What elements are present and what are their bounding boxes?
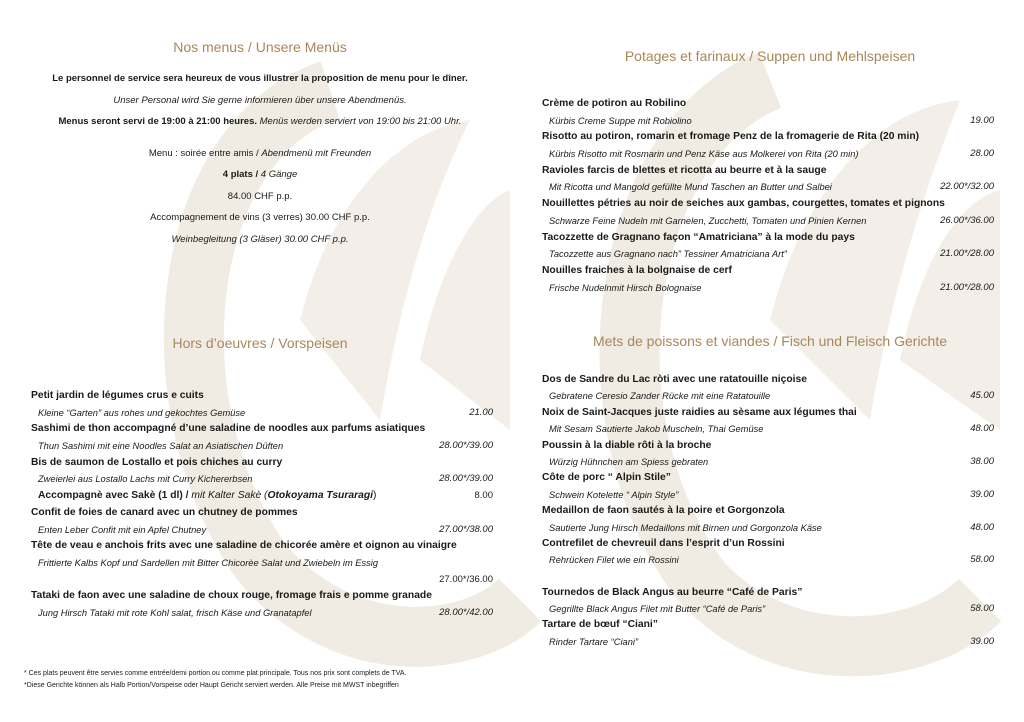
menu-item [542,503,994,536]
dish-name: Côte de porc “ Alpin Stile” [542,472,671,484]
menu-item [542,263,994,296]
dish-name: Tête de veau e anchois frits avec une saladine de chicorée amère et oignon au vinaigre [31,540,457,552]
dish-description: Frische Nudelnmit Hirsch Bolognaise 21.00*/28.00 [542,280,994,297]
menu-item [542,617,994,650]
dish-description: Würzig Hühnchen am Spiess gebraten 38.00 [542,454,994,470]
dish-name: Nouilles fraiches à la bolgnaise de cerf [542,264,732,276]
dish-price: 39.00 [970,488,994,500]
dish-price: 27.00*/36.00 [439,573,493,585]
menu-name-de: Abendmenü mit Freunden [261,147,372,159]
pairing-fr: Accompagnè avec Sakè (1 dl) / [38,490,192,502]
menu-item [31,505,493,538]
section-gap [542,569,994,585]
dish-price: 28.00*/42.00 [439,606,493,618]
dish-description: Zweierlei aus Lostallo Lachs mit Curry Kichererbsen 28.00*/39.00 [31,471,493,488]
courses-de: 4 Gänge [260,169,298,180]
menu-item [31,538,493,588]
menu-name [20,143,500,165]
dish-price: 21.00*/28.00 [940,281,994,293]
dish-name: Tartare de bœuf “Ciani” [542,619,658,631]
menu-price: 84.00 CHF p.p. [227,190,293,202]
menu-item [542,372,994,405]
intro-de: Unser Personal wird Sie gerne informieren über unsere Abendmenüs. [113,94,407,106]
menu-item [542,96,994,129]
menus-intro [20,68,500,250]
dish-price: 38.00 [970,455,994,467]
courses [20,164,500,186]
courses-fr: 4 plats / [222,169,259,180]
hours [20,111,500,133]
dish-name: Noix de Saint-Jacques juste raidies au sèsame aux légumes thai [542,406,857,418]
dish-description: Rinder Tartare “Ciani” 39.00 [542,634,994,650]
pairing-close: ) [372,490,377,502]
mains-heading: Mets de poissons et viandes / Fisch und Fleisch Gerichte [592,333,948,349]
dish-name: Petit jardin de légumes crus e cuits [31,390,204,401]
dish-description: Jung Hirsch Tataki mit rote Kohl salat, frisch Käse und Granatapfel 28.00*/42.00 [31,605,493,622]
dish-description: Gebratene Ceresio Zander Rücke mit eine Ratatouille 45.00 [542,388,994,404]
menu-item [31,588,493,621]
dish-name: Ravioles farcis de blettes et ricotta au beurre et à la sauge [542,164,827,176]
wine-fr: Accompagnement de vins (3 verres) 30.00 CHF p.p. [150,212,370,223]
menus-heading: Nos menus / Unsere Menüs [173,39,347,55]
dish-name: Confit de foies de canard avec un chutney de pommes [31,506,298,518]
menu-item [542,438,994,471]
dish-name: Crème de potiron au Robilino [542,98,687,109]
dish-name: Bis de saumon de Lostallo et pois chiches au curry [31,456,283,468]
dish-description: Kleine “Garten” aus rohes und gekochtes Gemüse 21.00 [31,405,493,422]
dish-description: Kürbis Creme Suppe mit Robiolino 19.00 [542,113,994,130]
dish-description: Mit Ricotta und Mangold gefüllte Mund Taschen an Butter und Salbei 22.00*/32.00 [542,179,994,196]
dish-name: Dos de Sandre du Lac ròti avec une ratatouille niçoise [542,374,807,385]
hours-de: Menüs werden serviert von 19:00 bis 21:00 Uhr. [259,116,462,127]
dish-name: Risotto au potiron, romarin et fromage Penz de la fromagerie de Rita (20 min) [542,131,920,143]
dish-name: Nouillettes pétries au noir de seiches aux gambas, courgettes, tomates et pignons [542,198,945,210]
menu-item [542,405,994,438]
soups-list [542,96,994,296]
pairing-de: mit Kalter Sakè ( [191,490,268,502]
dish-name: Tataki de faon avec une saladine de choux rouge, fromage frais e pomme granade [31,590,432,602]
starters-list [31,388,493,622]
dish-price: 28.00*/39.00 [439,440,493,452]
dish-price: 26.00*/36.00 [940,214,994,226]
mains-list [542,372,994,650]
menu-item [542,129,994,162]
dish-price: 21.00 [469,406,493,418]
starters-heading: Hors d’oeuvres / Vorspeisen [172,335,348,351]
footnotes [24,668,406,692]
dish-description: Rehrücken Filet wie ein Rossini 58.00 [542,552,994,568]
wine-de: Weinbegleitung (3 Gläser) 30.00 CHF p.p. [171,233,349,245]
footnote-de: *Diese Gerichte können als Halb Portion/Vorspeise oder Haupt Gericht serviert werden. Alle Preise mit MWST inbegriffen [24,682,399,689]
menu-item [542,585,994,618]
soups-heading: Potages et farinaux / Suppen und Mehlspeisen [624,48,916,64]
dish-price: 58.00 [970,554,994,566]
menu-name-fr: Menu : soirée entre amis / [148,147,259,159]
pairing-price: 8.00 [474,490,493,502]
price-line [31,572,493,589]
menu-item [31,421,493,454]
dish-price: 19.00 [970,114,994,126]
dish-price: 58.00 [970,603,994,615]
menu-item [542,536,994,569]
dish-name: Contrefilet de chevreuil dans l’esprit d’un Rossini [542,537,785,549]
dish-name: Tournedos de Black Angus au beurre “Café de Paris” [542,586,803,598]
dish-name: Medaillon de faon sautés à la poire et Gorgonzola [542,505,785,517]
dish-name: Tacozzette de Gragnano façon “Amatriciana” à la mode du pays [542,231,855,243]
dish-price: 28.00*/39.00 [439,473,493,485]
dish-name: Sashimi de thon accompagné d’une saladine de noodles aux parfums asiatiques [31,423,426,435]
dish-price: 48.00 [970,423,994,435]
pairing-brand: Otokoyama Tsuraragi [267,490,373,502]
hours-fr: Menus seront servi de 19:00 à 21:00 heures. [58,116,257,127]
menu-item [542,230,994,263]
footnote-fr: * Ces plats peuvent être servies comme entrée/demi portion ou comme plat principale. Tous nos prix sont complets de TVA. [24,670,407,677]
menu-item [31,388,493,421]
dish-name: Poussin à la diable rôti à la broche [542,439,712,451]
dish-description: Tacozzette aus Gragnano nach” Tessiner Amatriciana Art” 21.00*/28.00 [542,246,994,263]
dish-description: Gegrillte Black Angus Filet mit Butter “Café de Paris” 58.00 [542,601,994,617]
menu-item [542,196,994,229]
dish-description: Mit Sesam Sautierte Jakob Muscheln, Thai Gemüse 48.00 [542,421,994,437]
dish-description: Schwarze Feine Nudeln mit Garnelen, Zucchetti, Tomaten und Pinien Kernen 26.00*/36.00 [542,213,994,230]
dish-description: Sautierte Jung Hirsch Medaillons mit Birnen und Gorgonzola Käse 48.00 [542,520,994,536]
menu-item [31,455,493,505]
dish-price: 21.00*/28.00 [940,248,994,260]
dish-description: Schwein Kotelette “ Alpin Style” 39.00 [542,487,994,503]
dish-description: Kürbis Risotto mit Rosmarin und Penz Käse aus Molkerei von Rita (20 min) 28.00 [542,146,994,163]
menu-item [542,470,994,503]
dish-description: Thun Sashimi mit eine Noodles Salat an Asiatischen Düften 28.00*/39.00 [31,438,493,455]
drink-pairing [31,488,493,505]
dish-price: 27.00*/38.00 [439,523,493,535]
dish-price: 45.00 [970,390,994,402]
dish-price: 48.00 [970,521,994,533]
intro-fr: Le personnel de service sera heureux de vous illustrer la proposition de menu pour le dîner. [52,73,468,84]
menu-item [542,163,994,196]
dish-description: Frittierte Kalbs Kopf und Sardellen mit Bitter Chicorèe Salat und Zwiebeln im Essig [38,557,379,568]
dish-price: 22.00*/32.00 [940,181,994,193]
dish-description: Enten Leber Confit mit ein Apfel Chutney 27.00*/38.00 [31,522,493,539]
dish-price: 28.00 [970,148,994,160]
dish-price: 39.00 [970,635,994,647]
